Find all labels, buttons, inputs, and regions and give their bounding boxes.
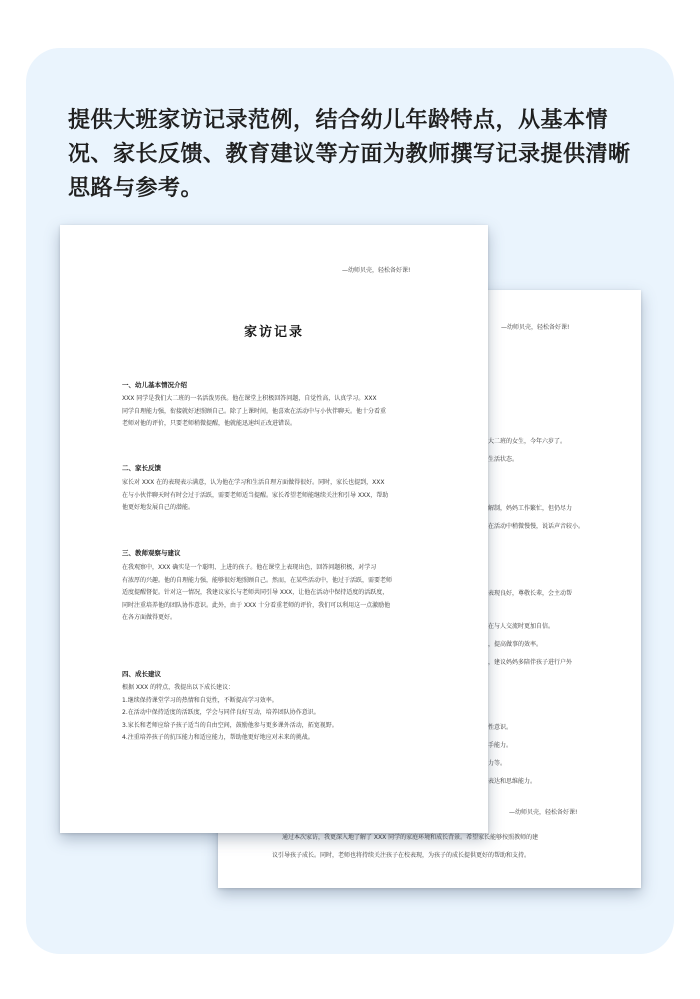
- text-line: 3.家长和老师应给予孩子适当的自由空间，鼓励他参与更多课外活动，拓宽视野。: [122, 721, 338, 729]
- back-fragment: 生活状态。: [488, 456, 519, 463]
- back-fragment: 在活动中稍微慢慢，说话声音较小。: [488, 523, 585, 530]
- section-body: [122, 682, 448, 745]
- section-body: [122, 562, 448, 625]
- text-line: 在我观察中，XXX 确实是一个聪明、上进的孩子。他在课堂上表现出色，回答问题积极，对学习: [122, 564, 377, 571]
- back-fragment: 表达和思维能力。: [488, 778, 537, 785]
- headline: 提供大班家访记录范例，结合幼儿年龄特点，从基本情况、家长反馈、教育建议等方面为教师撰写记录提供清晰思路与参考。: [68, 108, 631, 201]
- slogan: —幼师贝壳，轻松备好课!: [342, 267, 411, 274]
- text-line: 同时注重培养他的团队协作意识。此外，由于 XXX 十分看重老师的评价，我们可以利用这一点激励他: [122, 601, 391, 609]
- text-line: 2.在活动中保持适度的活跃度，学会与同伴良好互动，培养团队协作意识。: [122, 709, 320, 716]
- back-fragment: 手能力。: [488, 742, 513, 749]
- text-line: 4.注重培养孩子的抗压能力和适应能力，帮助他更好地应对未来的挑战。: [122, 734, 314, 741]
- text-line: 他更好地发展自己的潜能。: [122, 504, 195, 511]
- section-heading: 三、教师观察与建议: [122, 549, 181, 557]
- document-title: 家访记录: [243, 325, 304, 340]
- section-heading: 二、家长反馈: [122, 464, 161, 472]
- back-fragment: ，建议妈妈多陪伴孩子进行户外: [488, 659, 573, 666]
- text-line: 适度提醒督促。针对这一情况，我建议家长与老师共同引导 XXX，让他在活动中保持适度的活跃度，: [122, 589, 389, 596]
- back-fragment: 表现良好，尊敬长辈，会主动帮: [488, 590, 573, 597]
- closing-line: 通过本次家访，我更深入地了解了 XXX 同学的家庭环境和成长背景。希望家长能够按照教师的建: [282, 834, 539, 841]
- text-line: 在各方面做得更好。: [122, 614, 177, 621]
- section-body: [122, 393, 448, 431]
- text-line: XXX 同学是我们大二班的一名活泼男孩。他在课堂上积极回答问题，自觉性高，认真学习。XXX: [122, 395, 377, 402]
- closing-line: 议引导孩子成长。同时，老师也将持续关注孩子在校表现，为孩子的成长提供更好的帮助和支持。: [272, 852, 531, 859]
- text-line: 家长对 XXX 在的表现表示满意，认为他在学习和生活自理方面做得很好。同时，家长也提到，XXX: [122, 479, 385, 486]
- text-line: 有浓厚的兴趣。他的自理能力强，能够很好地照顾自己。然而，在某些活动中，他过于活跃，需要老师: [122, 576, 393, 584]
- back-fragment: 在与人交流时更加自信。: [488, 623, 555, 630]
- text-line: 同学自理能力强，衔接就好述照顾自己。除了上课时间，他喜欢在活动中与小伙伴聊天。他十分看重: [122, 407, 387, 415]
- back-fragment: 力等。: [488, 760, 507, 767]
- text-line: 根据 XXX 的特点，我提出以下成长建议：: [122, 684, 235, 691]
- text-line: 老师对他的评价，只要老师稍微提醒，他就能迅速纠正改进错误。: [122, 420, 297, 427]
- slogan-top: —幼师贝壳，轻松备好课!: [501, 324, 570, 331]
- text-line: 1.继续保持课堂学习的热情和自觉性，不断提高学习效率。: [122, 696, 278, 704]
- back-fragment: 大二班的女生，今年六岁了。: [488, 438, 567, 445]
- section-heading: 四、成长建议: [122, 670, 161, 678]
- back-fragment: 性意识。: [488, 724, 513, 731]
- section-heading: 一、幼儿基本情况介绍: [122, 381, 187, 389]
- back-fragment: ，提高做事的效率。: [488, 641, 543, 648]
- back-fragment: 解制，妈妈工作繁忙，但仍尽力: [488, 505, 573, 512]
- section-body: [122, 477, 448, 515]
- slogan-bottom: —幼师贝壳，轻松备好课!: [509, 809, 578, 816]
- text-line: 在与小伙伴聊天时有时会过于活跃，需要老师适当提醒。家长希望老师能继续关注和引导 XXX，帮助: [122, 491, 389, 499]
- document-page-front: [60, 225, 488, 833]
